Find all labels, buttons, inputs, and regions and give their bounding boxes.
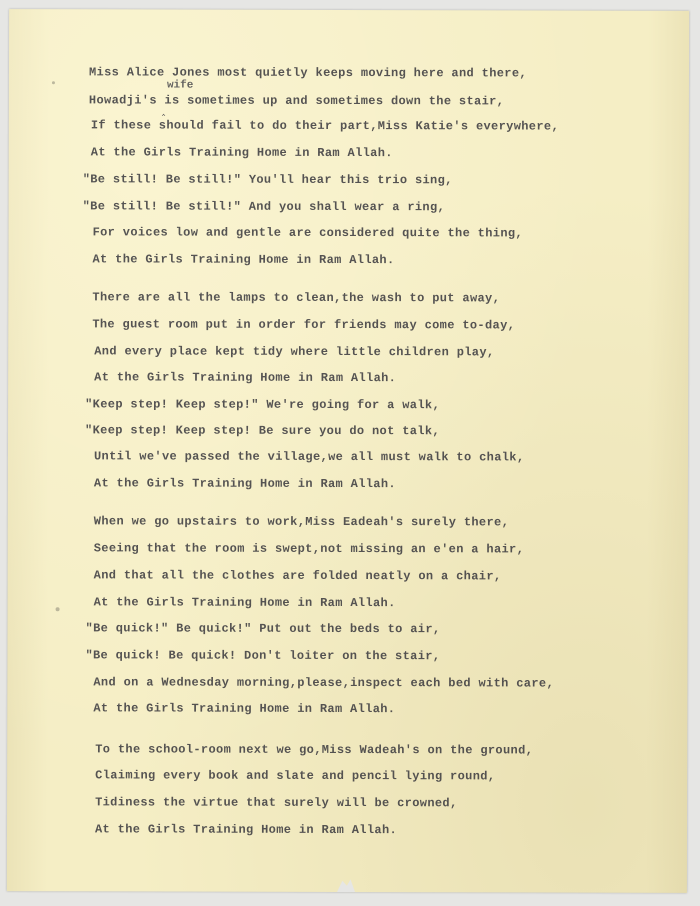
stanza-1-line-6: "Be still! Be still!" And you shall wear a ring, bbox=[82, 199, 446, 215]
stanza-3-line-3: And that all the clothes are folded neatly on a chair, bbox=[93, 568, 502, 584]
stanza-1-line-4: At the Girls Training Home in Ram Allah. bbox=[90, 145, 393, 161]
stanza-4-line-4: At the Girls Training Home in Ram Allah. bbox=[94, 822, 398, 838]
stanza-3-line-6: "Be quick! Be quick! Don't loiter on the stair, bbox=[85, 648, 441, 664]
stanza-3-line-2: Seeing that the room is swept,not missing an e'en a hair, bbox=[93, 541, 525, 557]
handwritten-insertion: wife bbox=[166, 79, 194, 92]
paper-speck bbox=[56, 607, 60, 611]
stanza-2-line-3: And every place kept tidy where little children play, bbox=[94, 344, 495, 360]
stanza-2-line-2: The guest room put in order for friends may come to-day, bbox=[92, 317, 516, 333]
paper-speck bbox=[52, 81, 55, 84]
stanza-2-line-4: At the Girls Training Home in Ram Allah. bbox=[94, 370, 397, 386]
stanza-3-line-8: At the Girls Training Home in Ram Allah. bbox=[93, 701, 396, 717]
stanza-1-line-3: If these should fail to do their part,Miss Katie's everywhere, bbox=[90, 118, 560, 134]
stanza-4-line-3: Tidiness the virtue that surely will be crowned, bbox=[95, 795, 458, 811]
stanza-4-line-1: To the school-room next we go,Miss Wadeah's on the ground, bbox=[95, 742, 534, 758]
stanza-1-line-2: Howadji's is sometimes up and sometimes down the stair, bbox=[88, 93, 505, 109]
typed-sheet bbox=[7, 9, 689, 893]
stanza-1-line-1: Miss Alice Jones most quietly keeps moving here and there, bbox=[88, 65, 527, 81]
stanza-2-line-1: There are all the lamps to clean,the wash to put away, bbox=[92, 290, 501, 306]
stanza-2-line-6: "Keep step! Keep step! Be sure you do not talk, bbox=[85, 423, 440, 439]
stanza-2-line-7: Until we've passed the village,we all must walk to chalk, bbox=[93, 449, 525, 465]
stanza-1-line-5: "Be still! Be still!" You'll hear this trio sing, bbox=[82, 172, 453, 188]
stanza-2-line-5: "Keep step! Keep step!" We're going for a walk, bbox=[85, 397, 441, 413]
stanza-3-line-5: "Be quick!" Be quick!" Put out the beds to air, bbox=[85, 621, 441, 637]
stanza-1-line-8: At the Girls Training Home in Ram Allah. bbox=[92, 252, 395, 268]
stanza-1-line-7: For voices low and gentle are considered quite the thing, bbox=[92, 225, 524, 241]
stanza-2-line-8: At the Girls Training Home in Ram Allah. bbox=[93, 476, 396, 492]
stanza-3-line-7: And on a Wednesday morning,please,inspect each bed with care, bbox=[93, 675, 555, 691]
stanza-3-line-1: When we go upstairs to work,Miss Eadeah's surely there, bbox=[93, 514, 510, 530]
stanza-4-line-2: Claiming every book and slate and pencil lying round, bbox=[95, 768, 496, 784]
insertion-caret-icon: ‸ bbox=[161, 105, 166, 117]
stanza-3-line-4: At the Girls Training Home in Ram Allah. bbox=[93, 595, 396, 611]
